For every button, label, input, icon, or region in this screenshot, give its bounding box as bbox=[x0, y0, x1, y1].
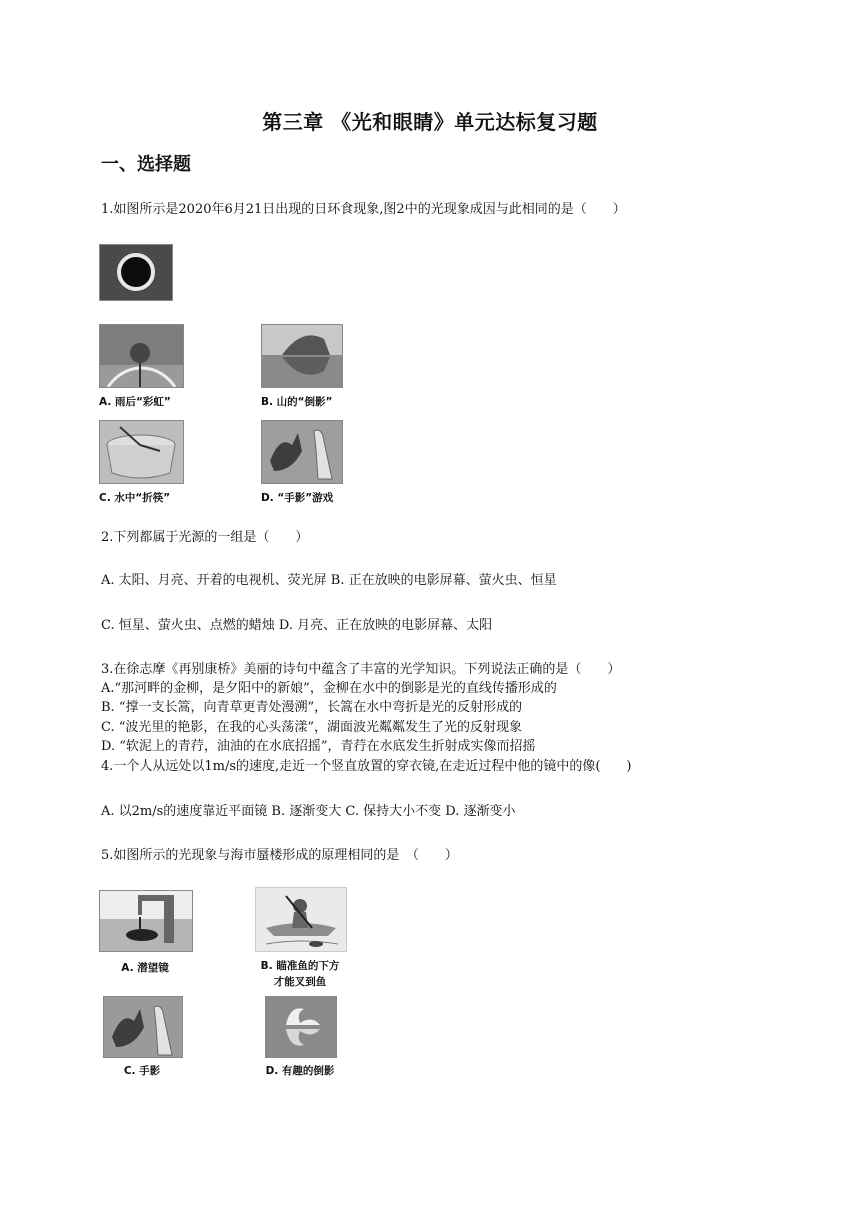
eclipse-ring-icon bbox=[100, 245, 172, 300]
q5-caption-b-line2: 才能叉到鱼 bbox=[273, 976, 327, 988]
q5-caption-a: A. 潜望镜 bbox=[121, 962, 169, 974]
swan-reflection-image bbox=[265, 996, 337, 1058]
question-4-stem: 4.一个人从远处以1m/s的速度,走近一个竖直放置的穿衣镜,在走近过程中他的镜中的像( ) bbox=[101, 759, 632, 774]
question-2-stem: 2.下列都属于光源的一组是（ ） bbox=[101, 530, 309, 545]
q5-caption-b-line1: B. 瞄准鱼的下方 bbox=[260, 960, 340, 972]
question-3-option-c: C. “波光里的艳影，在我的心头荡漾”，湖面波光粼粼发生了光的反射现象 bbox=[101, 720, 523, 735]
page-title: 第三章 《光和眼睛》单元达标复习题 bbox=[262, 110, 598, 134]
question-3-option-d: D. “软泥上的青荇，油油的在水底招摇”，青荇在水底发生折射成实像而招摇 bbox=[101, 739, 536, 754]
question-4-options: A. 以2m/s的速度靠近平面镜 B. 逐渐变大 C. 保持大小不变 D. 逐渐变小 bbox=[101, 804, 516, 819]
q5-caption-d: D. 有趣的倒影 bbox=[265, 1065, 335, 1077]
question-2-options-cd: C. 恒星、萤火虫、点燃的蜡烛 D. 月亮、正在放映的电影屏幕、太阳 bbox=[101, 618, 493, 633]
mountain-reflection-image bbox=[261, 324, 343, 388]
q1-caption-c: C. 水中“折筷” bbox=[99, 492, 171, 504]
question-3-stem: 3.在徐志摩《再别康桥》美丽的诗句中蕴含了丰富的光学知识。下列说法正确的是（ ） bbox=[101, 662, 621, 677]
question-1-stem: 1.如图所示是2020年6月21日出现的日环食现象,图2中的光现象成因与此相同的是（ ） bbox=[101, 202, 626, 217]
hand-shadow-image bbox=[261, 420, 343, 484]
section-heading: 一、选择题 bbox=[101, 154, 191, 175]
bent-chopstick-image bbox=[99, 420, 184, 484]
eclipse-image bbox=[99, 244, 173, 301]
rainbow-image bbox=[99, 324, 184, 388]
question-3-option-a: A.“那河畔的金柳，是夕阳中的新娘”，金柳在水中的倒影是光的直线传播形成的 bbox=[101, 681, 557, 696]
question-5-stem: 5.如图所示的光现象与海市蜃楼形成的原理相同的是 （ ） bbox=[101, 848, 458, 863]
question-3-option-b: B. “撑一支长篙，向青草更青处漫溯”，长篙在水中弯折是光的反射形成的 bbox=[101, 700, 523, 715]
q1-caption-d: D. “手影”游戏 bbox=[261, 492, 334, 504]
q1-caption-b: B. 山的“倒影” bbox=[261, 396, 333, 408]
question-2-options-ab: A. 太阳、月亮、开着的电视机、荧光屏 B. 正在放映的电影屏幕、萤火虫、恒星 bbox=[101, 573, 557, 588]
hand-shadow-image-2 bbox=[103, 996, 183, 1058]
spear-fishing-image bbox=[255, 887, 347, 952]
q5-caption-c: C. 手影 bbox=[123, 1065, 161, 1077]
periscope-image bbox=[99, 890, 193, 952]
q1-caption-a: A. 雨后“彩虹” bbox=[99, 396, 171, 408]
